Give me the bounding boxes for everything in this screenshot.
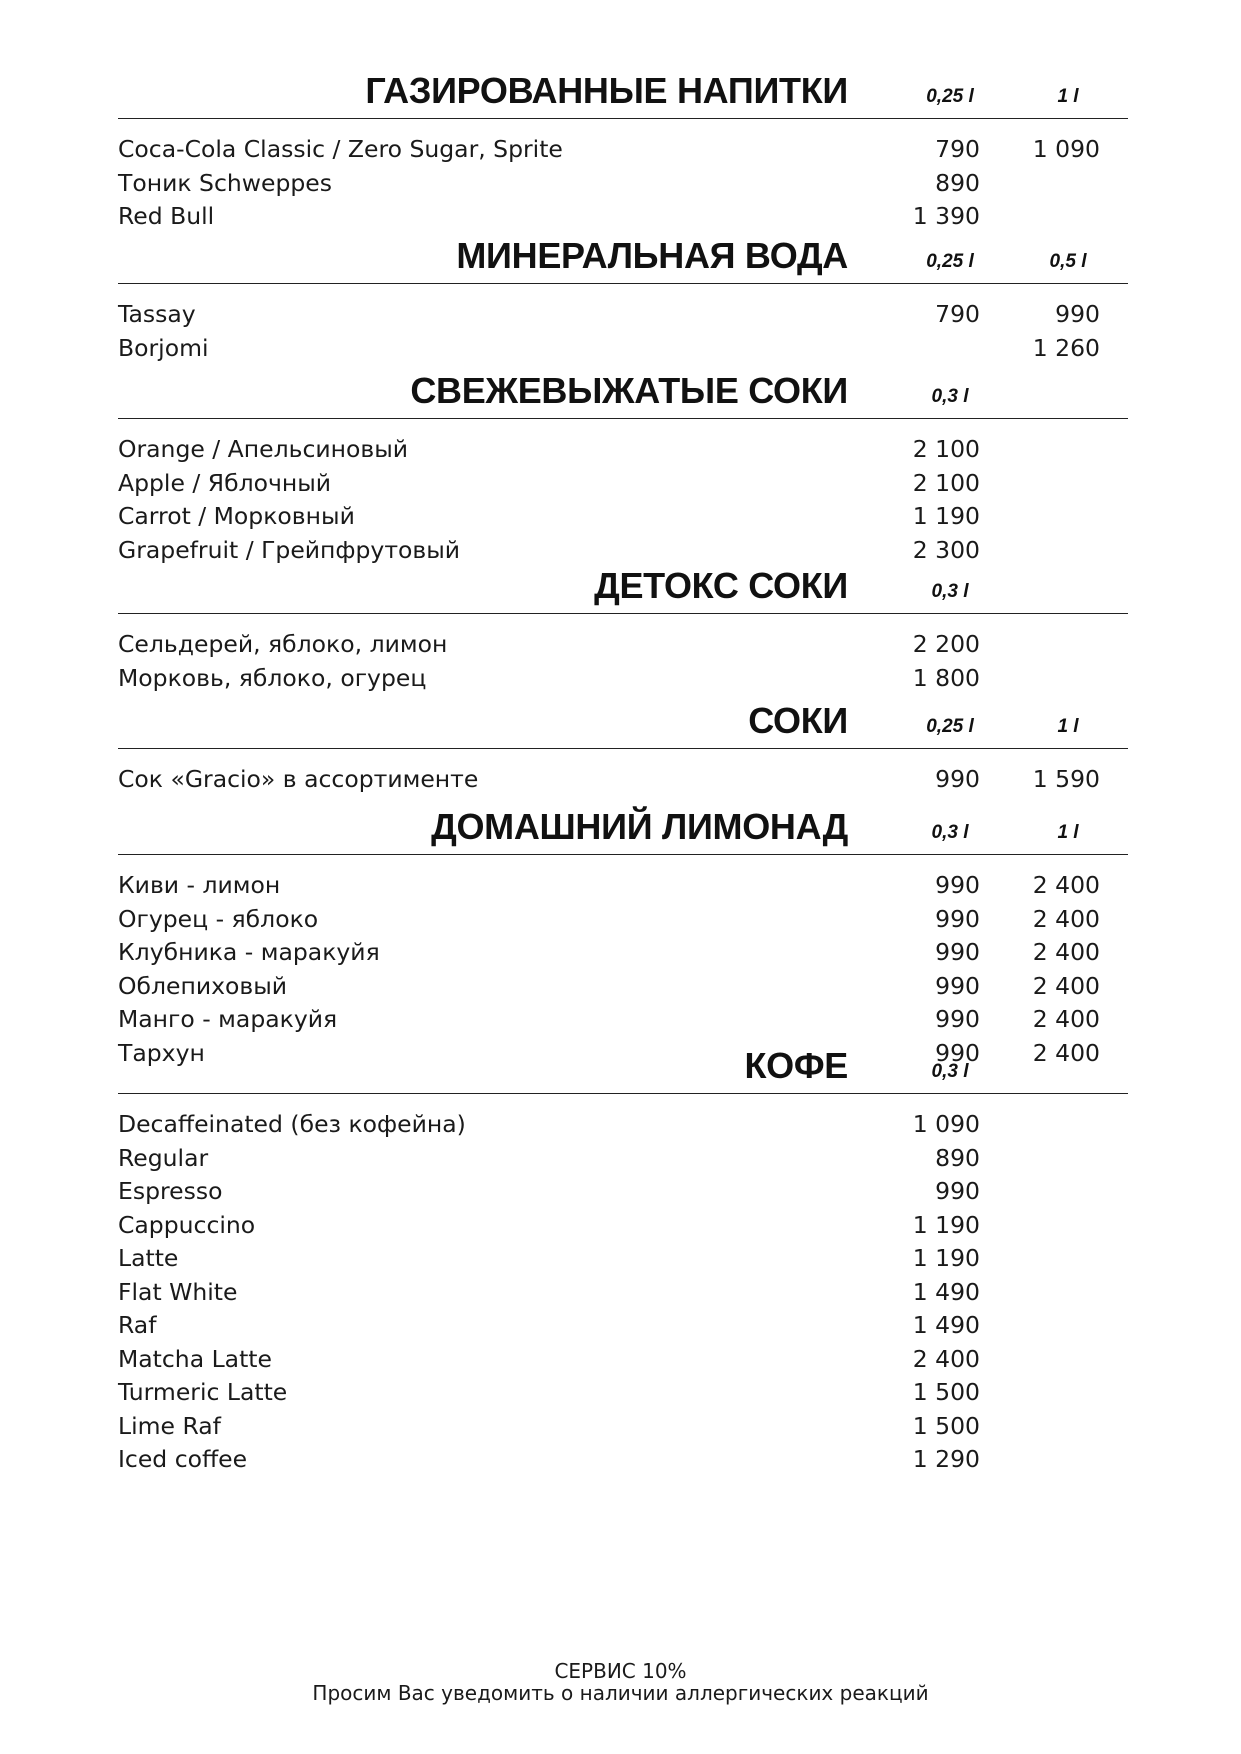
menu-item bbox=[118, 628, 1128, 662]
item-name: Grapefruit / Грейпфрутовый bbox=[118, 535, 461, 564]
item-price: 990 bbox=[935, 1038, 980, 1067]
item-name: Red Bull bbox=[118, 202, 215, 230]
menu-item bbox=[118, 298, 1128, 332]
item-price: 1 090 bbox=[912, 1110, 980, 1138]
item-price: 1 190 bbox=[912, 1244, 980, 1272]
item-price: 2 100 bbox=[912, 435, 980, 463]
item-price: 1 190 bbox=[912, 502, 980, 530]
menu-item bbox=[118, 1209, 1128, 1243]
item-name: Cappuccino bbox=[118, 1210, 256, 1239]
item-price: 990 bbox=[935, 938, 980, 966]
items-list bbox=[118, 119, 1128, 234]
item-price: 990 bbox=[935, 1177, 980, 1205]
menu-item bbox=[118, 1175, 1128, 1209]
menu-section bbox=[118, 70, 1128, 234]
item-name: Apple / Яблочный bbox=[118, 468, 332, 497]
section-title: МИНЕРАЛЬНАЯ ВОДА bbox=[456, 235, 848, 276]
item-price: 990 bbox=[935, 1005, 980, 1033]
menu-item bbox=[118, 200, 1128, 234]
menu-section bbox=[118, 370, 1128, 567]
item-name: Tassay bbox=[118, 300, 196, 328]
section-header bbox=[118, 565, 1128, 614]
item-price: 1 290 bbox=[912, 1445, 980, 1473]
item-price: 790 bbox=[935, 300, 980, 328]
size-column-header: 0,5 l bbox=[1049, 251, 1087, 272]
item-name: Turmeric Latte bbox=[118, 1378, 288, 1406]
menu-item bbox=[118, 433, 1128, 467]
size-column-header: 0,25 l bbox=[926, 86, 974, 107]
size-column-header: 0,25 l bbox=[926, 716, 974, 737]
item-price: 1 490 bbox=[912, 1311, 980, 1339]
menu-section bbox=[118, 806, 1128, 1070]
menu-item bbox=[118, 869, 1128, 903]
section-title: СВЕЖЕВЫЖАТЫЕ СОКИ bbox=[410, 370, 848, 411]
item-price: 2 400 bbox=[1032, 938, 1100, 966]
menu-item bbox=[118, 467, 1128, 501]
menu-item bbox=[118, 1309, 1128, 1343]
item-price: 990 bbox=[935, 971, 980, 1000]
items-list bbox=[118, 614, 1128, 695]
item-price: 1 490 bbox=[912, 1277, 980, 1306]
size-column-header: 0,3 l bbox=[931, 386, 969, 407]
item-name: Raf bbox=[118, 1311, 157, 1339]
menu-section bbox=[118, 1045, 1128, 1477]
item-name: Манго - маракуйя bbox=[118, 1005, 338, 1033]
menu-item bbox=[118, 1003, 1128, 1037]
item-name: Decaffeinated (без кофейна) bbox=[118, 1110, 466, 1138]
item-price: 1 500 bbox=[912, 1378, 980, 1406]
menu-item bbox=[118, 1242, 1128, 1276]
item-price: 1 090 bbox=[1032, 135, 1100, 163]
item-name: Borjomi bbox=[118, 333, 209, 362]
menu-item bbox=[118, 1343, 1128, 1377]
item-name: Orange / Апельсиновый bbox=[118, 435, 409, 463]
item-name: Matcha Latte bbox=[118, 1344, 272, 1373]
item-price: 2 400 bbox=[912, 1344, 980, 1373]
menu-section bbox=[118, 235, 1128, 365]
menu-item bbox=[118, 936, 1128, 970]
size-column-header: 0,3 l bbox=[931, 581, 969, 602]
menu-item bbox=[118, 1443, 1128, 1477]
section-header bbox=[118, 370, 1128, 419]
item-name: Regular bbox=[118, 1143, 209, 1172]
section-title: КОФЕ bbox=[744, 1045, 848, 1086]
menu-item bbox=[118, 167, 1128, 201]
item-name: Iced coffee bbox=[118, 1445, 248, 1473]
menu-item bbox=[118, 1276, 1128, 1310]
item-name: Сельдерей, яблоко, лимон bbox=[118, 630, 448, 658]
item-price: 2 200 bbox=[912, 630, 980, 658]
item-price: 2 400 bbox=[1032, 871, 1100, 899]
item-price: 1 800 bbox=[912, 663, 980, 692]
item-name: Lime Raf bbox=[118, 1411, 221, 1440]
menu-item bbox=[118, 133, 1128, 167]
section-header bbox=[118, 700, 1128, 749]
item-name: Latte bbox=[118, 1244, 179, 1272]
section-title: ДЕТОКС СОКИ bbox=[594, 565, 848, 606]
item-name: Тоник Schweppes bbox=[118, 168, 332, 197]
menu-item bbox=[118, 1376, 1128, 1410]
item-name: Flat White bbox=[118, 1277, 238, 1306]
items-list bbox=[118, 749, 1128, 797]
section-header bbox=[118, 70, 1128, 119]
menu-item bbox=[118, 534, 1128, 568]
service-charge-note: СЕРВИС 10% bbox=[554, 1659, 687, 1683]
size-column-header: 1 l bbox=[1057, 86, 1079, 107]
item-price: 2 400 bbox=[1032, 904, 1100, 933]
size-column-header: 0,3 l bbox=[931, 1061, 969, 1082]
item-price: 1 500 bbox=[912, 1411, 980, 1440]
menu-footer bbox=[0, 1660, 1241, 1704]
item-price: 2 400 bbox=[1032, 971, 1100, 1000]
item-name: Киви - лимон bbox=[118, 871, 281, 899]
menu-item bbox=[118, 1410, 1128, 1444]
item-price: 2 300 bbox=[912, 535, 980, 564]
items-list bbox=[118, 855, 1128, 1070]
item-price: 1 390 bbox=[912, 202, 980, 230]
item-name: Огурец - яблоко bbox=[118, 904, 319, 933]
item-price: 990 bbox=[935, 765, 980, 793]
section-title: ГАЗИРОВАННЫЕ НАПИТКИ bbox=[365, 70, 848, 111]
item-name: Сок «Gracio» в ассортименте bbox=[118, 765, 479, 793]
menu-item bbox=[118, 1142, 1128, 1176]
menu-item bbox=[118, 500, 1128, 534]
item-price: 1 190 bbox=[912, 1210, 980, 1239]
size-column-header: 0,25 l bbox=[926, 251, 974, 272]
size-column-header: 1 l bbox=[1057, 822, 1079, 843]
section-title: ДОМАШНИЙ ЛИМОНАД bbox=[431, 806, 848, 847]
section-header bbox=[118, 806, 1128, 855]
item-price: 990 bbox=[935, 871, 980, 899]
item-price: 890 bbox=[935, 1143, 980, 1172]
items-list bbox=[118, 284, 1128, 365]
item-price: 2 400 bbox=[1032, 1005, 1100, 1033]
item-name: Клубника - маракуйя bbox=[118, 938, 380, 966]
item-price: 2 400 bbox=[1032, 1038, 1100, 1067]
menu-item bbox=[118, 903, 1128, 937]
items-list bbox=[118, 419, 1128, 567]
size-column-header: 1 l bbox=[1057, 716, 1079, 737]
section-header bbox=[118, 235, 1128, 284]
menu-item bbox=[118, 1108, 1128, 1142]
item-name: Тархун bbox=[118, 1038, 205, 1067]
item-name: Облепиховый bbox=[118, 971, 288, 1000]
menu-item bbox=[118, 662, 1128, 696]
item-price: 990 bbox=[1055, 300, 1100, 328]
item-price: 790 bbox=[935, 135, 980, 163]
item-price: 1 260 bbox=[1032, 333, 1100, 362]
item-name: Coca-Cola Classic / Zero Sugar, Sprite bbox=[118, 135, 563, 163]
menu-section bbox=[118, 565, 1128, 695]
item-name: Морковь, яблоко, огурец bbox=[118, 663, 427, 692]
menu-item bbox=[118, 332, 1128, 366]
items-list bbox=[118, 1094, 1128, 1477]
item-price: 1 590 bbox=[1032, 765, 1100, 793]
allergy-note: Просим Вас уведомить о наличии аллергических реакций bbox=[312, 1681, 929, 1705]
menu-item bbox=[118, 970, 1128, 1004]
item-price: 890 bbox=[935, 168, 980, 197]
item-price: 2 100 bbox=[912, 468, 980, 497]
section-header bbox=[118, 1045, 1128, 1094]
menu-item bbox=[118, 763, 1128, 797]
size-column-header: 0,3 l bbox=[931, 822, 969, 843]
item-name: Espresso bbox=[118, 1177, 223, 1205]
item-name: Carrot / Морковный bbox=[118, 502, 355, 530]
item-price: 990 bbox=[935, 904, 980, 933]
menu-section bbox=[118, 700, 1128, 797]
section-title: СОКИ bbox=[748, 700, 848, 741]
